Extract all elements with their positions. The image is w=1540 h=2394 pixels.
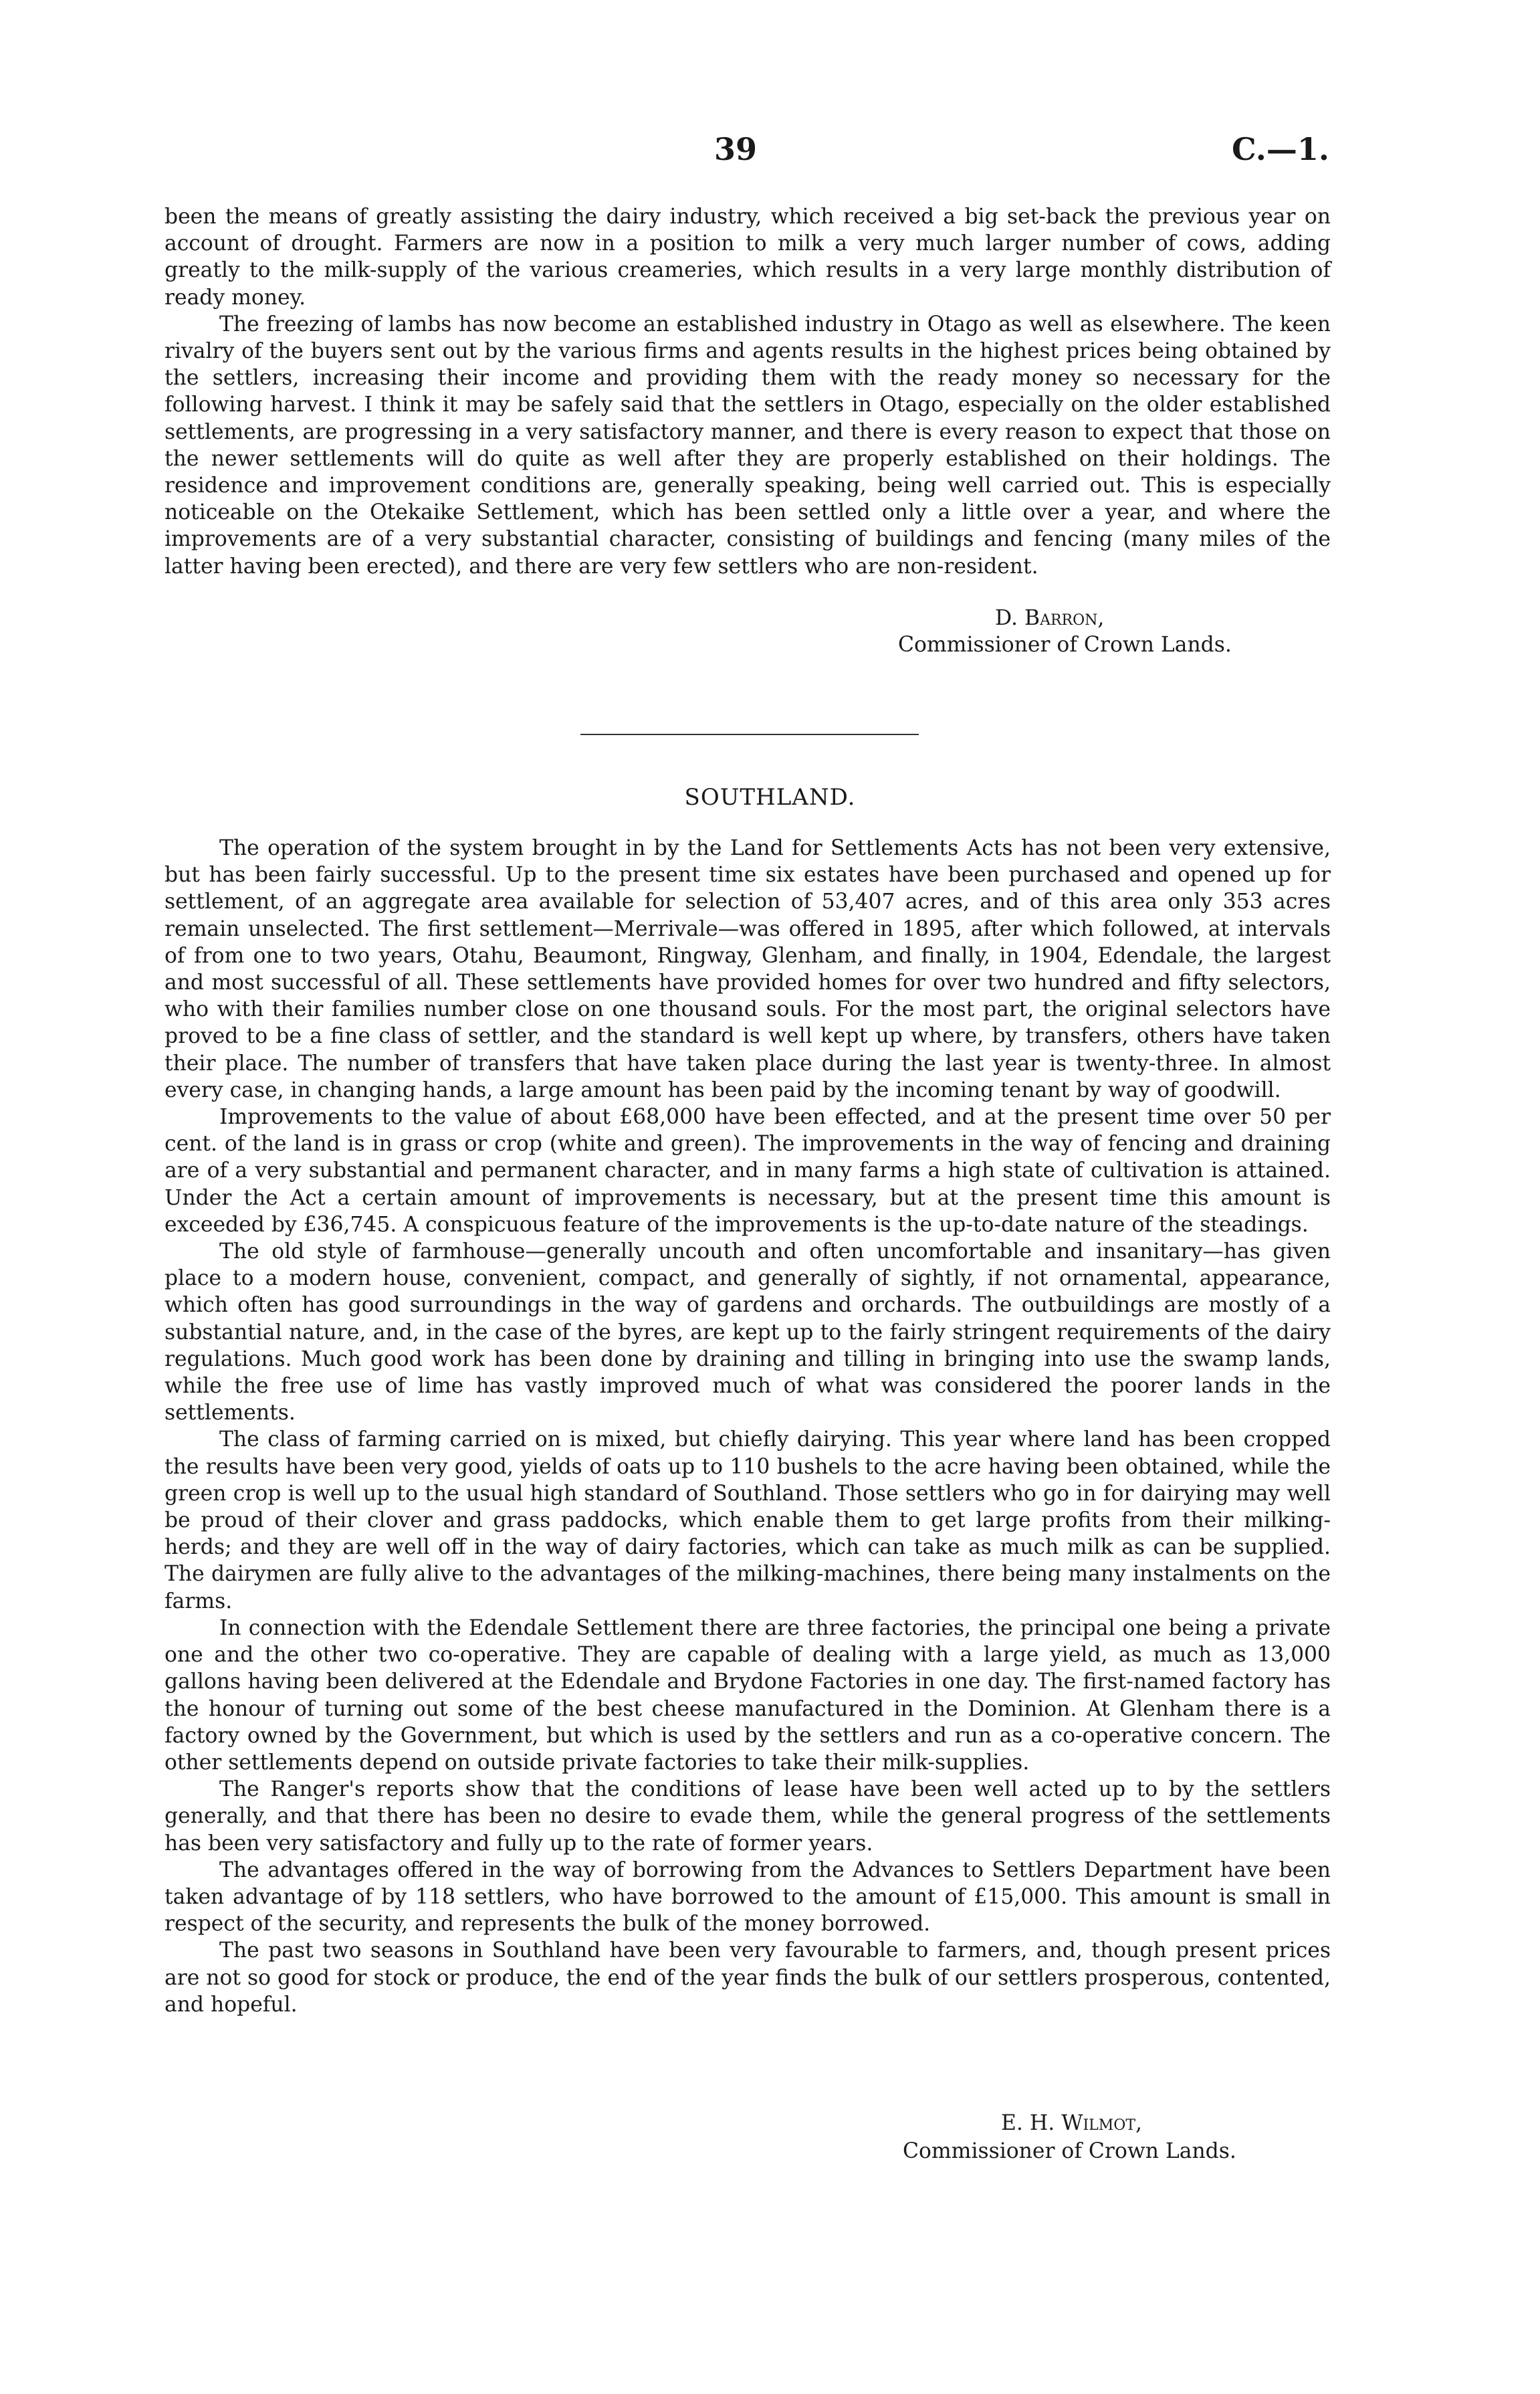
southland-signature-title: Commissioner of Crown Lands.	[903, 2139, 1236, 2163]
section-divider	[580, 734, 919, 735]
otago-signature-name: D. Barron,	[995, 606, 1105, 630]
southland-paragraph-2: Improvements to the value of about £68,000 have been effected, and at the present time over 50 per cent. of the land is in grass or crop (white and green). The improvements in the way of fencing and draining are of a very substantial and permanent character, and in many farms a high state of cultivation is attained. Under the Act a certain amount of improvements is necessary, but at the present time this amount is exceeded by £36,745. A conspicuous feature of the improvements is the up-to-date nature of the steadings.	[164, 1105, 1331, 1237]
otago-paragraph-1: been the means of greatly assisting the dairy industry, which received a big set-back the previous year on account of drought. Farmers are now in a position to milk a very much larger number of cows, adding greatly to the milk-supply of the various creameries, which results in a very large monthly distribution of ready money.	[164, 205, 1331, 310]
southland-paragraph-5: In connection with the Edendale Settlement there are three factories, the principal one being a private one and the other two co-operative. They are capable of dealing with a large yield, as much as 13,000 gallons having been delivered at the Edendale and Brydone Factories in one day. The first-named factory has the honour of turning out some of the best cheese manufactured in the Dominion. At Glenham there is a factory owned by the Government, but which is used by the settlers and run as a co-operative concern. The other settlements depend on outside private factories to take their milk-supplies.	[164, 1615, 1331, 1775]
southland-heading: SOUTHLAND.	[684, 784, 856, 811]
southland-paragraph-1: The operation of the system brought in by the Land for Settlements Acts has not been very extensive, but has been fairly successful. Up to the present time six estates have been purchased and opened up for settlement, of an aggregate area available for selection of 53,407 acres, and of this area only 353 acres remain unselected. The first settlement—Merrivale—was offered in 1895, after which followed, at intervals of from one to two years, Otahu, Beaumont, Ringway, Glenham, and finally, in 1904, Edendale, the largest and most successful of all. These settlements have provided homes for over two hundred and fifty selectors, who with their families number close on one thousand souls. For the most part, the original selectors have proved to be a fine class of settler, and the standard is well kept up where, by transfers, others have taken their place. The number of transfers that have taken place during the last year is twenty-three. In almost every case, in changing hands, a large amount has been paid by the incoming tenant by way of goodwill.	[164, 836, 1331, 1102]
otago-report-continuation	[164, 203, 1331, 580]
southland-report	[164, 835, 1331, 2018]
southland-paragraph-4: The class of farming carried on is mixed, but chiefly dairying. This year where land has been cropped the results have been very good, yields of oats up to 110 bushels to the acre having been obtained, while the green crop is well up to the usual high standard of Southland. Those settlers who go in for dairying may well be proud of their clover and grass paddocks, which enable them to get large profits from their milking-herds; and they are well off in the way of dairy factories, which can take as much milk as can be supplied. The dairymen are fully alive to the advantages of the milking-machines, there being many instalments on the farms.	[164, 1427, 1331, 1613]
otago-paragraph-2: The freezing of lambs has now become an established industry in Otago as well as elsewhere. The keen rivalry of the buyers sent out by the various firms and agents results in the highest prices being obtained by the settlers, increasing their income and providing them with the ready money so necessary for the following harvest. I think it may be safely said that the settlers in Otago, especially on the older established settlements, are progressing in a very satisfactory manner, and there is every reason to expect that those on the newer settlements will do quite as well after they are properly established on their holdings. The residence and improvement conditions are, generally speaking, being well carried out. This is especially noticeable on the Otekaike Settlement, which has been settled only a little over a year, and where the improvements are of a very substantial character, consisting of buildings and fencing (many miles of the latter having been erected), and there are very few settlers who are non-resident.	[164, 312, 1331, 579]
southland-signature-name: E. H. Wilmot,	[1001, 2111, 1142, 2135]
southland-paragraph-6: The Ranger's reports show that the conditions of lease have been well acted up to by the settlers generally, and that there has been no desire to evade them, while the general progress of the settlements has been very satisfactory and fully up to the rate of former years.	[164, 1777, 1331, 1856]
document-reference: C.—1.	[1232, 131, 1329, 167]
otago-signature-title: Commissioner of Crown Lands.	[898, 633, 1232, 657]
southland-paragraph-3: The old style of farmhouse—generally uncouth and often uncomfortable and insanitary—has given place to a modern house, convenient, compact, and generally of sightly, if not ornamental, appearance, which often has good surroundings in the way of gardens and orchards. The outbuildings are mostly of a substantial nature, and, in the case of the byres, are kept up to the fairly stringent requirements of the dairy regulations. Much good work has been done by draining and tilling in bringing into use the swamp lands, while the free use of lime has vastly improved much of what was considered the poorer lands in the settlements.	[164, 1239, 1331, 1425]
southland-paragraph-8: The past two seasons in Southland have been very favourable to farmers, and, though present prices are not so good for stock or produce, the end of the year finds the bulk of our settlers prosperous, contented, and hopeful.	[164, 1938, 1331, 2017]
page-number: 39	[714, 131, 758, 167]
southland-paragraph-7: The advantages offered in the way of borrowing from the Advances to Settlers Department have been taken advantage of by 118 settlers, who have borrowed to the amount of £15,000. This amount is small in respect of the security, and represents the bulk of the money borrowed.	[164, 1858, 1331, 1936]
